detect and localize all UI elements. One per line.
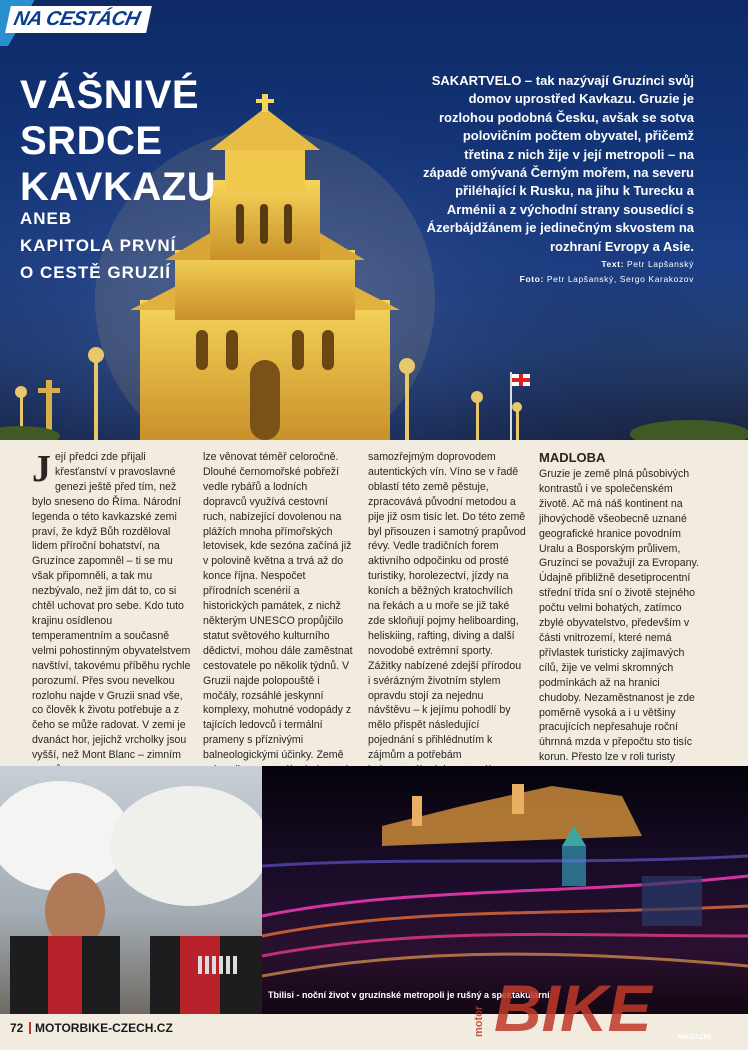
- footer-divider: [29, 1022, 31, 1034]
- text-credit-label: Text:: [601, 259, 625, 269]
- title-line: SRDCE: [20, 119, 163, 163]
- text-credit: [520, 257, 694, 272]
- subtitle-line: KAPITOLA PRVNÍ: [20, 236, 177, 255]
- column-text: Gruzie je země plná působivých kontrastů i ve společenském životě. Ač má náš kontinent na jihovýchodě všeobecně uznané geografické hranice povodním Uralu a Bosporským průlivem, Gruzínci se považují za Evropany. Údajně přibližně desetiprocentní střední třída sní o životě stejného počtu velmi bohatých, zatímco zbylé obyvatelstvo, především v části vnitrozemí, které nemá přívlastek turisticky zajímavých cílů, žije ve velmi skromných podmínkách až na hranici chudoby. Nezaměstnanost je zde poměrně vysoká a i u většiny pracujících nepřesahuje roční úhrnná mzda v přepočtu sto tisíc korun. Přesto lze v roli turisty: [539, 468, 699, 764]
- drop-cap: J: [32, 448, 51, 490]
- article-column-2: lze věnovat téměř celoročně. Dlouhé černomořské pobřeží vedle rybářů a lodních dopravců využívá cestovní ruch, nabízející dovolenou na plážích mnoha přímořských letovisek, kde sezóna začíná již v polovině května a trvá až do konce října. Nespočet přírodních scenérií a historických památek, z nichž některým UNESCO propůjčilo statut světového kulturního dědictví, mohou dále zaměstnat cestovatele po několik týdnů. V Gruzii najde polopouště i močály, rozsáhlé jeskynní komplexy, mohutné vodopády z tajících ledovců i termální prameny s příznivými balneologickými účinky. Země: [203, 451, 353, 762]
- section-label: NA CESTÁCH: [5, 6, 152, 33]
- photo-georgian-hats: [0, 766, 262, 1014]
- article-column-4: [539, 450, 699, 780]
- motorbike-logo: [472, 965, 730, 1045]
- photo-credit-label: Foto:: [519, 274, 544, 284]
- section-heading: MADLOBA: [539, 450, 606, 465]
- site-url: MOTORBIKE-CZECH.CZ: [35, 1021, 173, 1035]
- article-subtitle: [20, 205, 176, 286]
- title-line: KAVKAZU: [20, 165, 217, 209]
- article-column-3: samozřejmým doprovodem autentických vín. Víno se v řadě oblastí této země pěstuje, zpracovává původní metodou a pije již osm tisíc let. Do této země byl přisouzen i samotný prapůvod révy. Vedle tradičních forem aktivního odpočinku od prosté turistiky, horolezectví, jízdy na koních a běžných kratochvílích na řekách a u moře se již také zde skloňují pojmy heliboarding, heliskiing, rafting, diving a další novodobé extrémní sporty. Zážitky nabízené zdejší přírodou i svérázným životním stylem opravdu stojí za nejednu návštěvu – k jejímu pohodlí by mělo přispět následující pojednání s přihlédnutím k zájmům a potřebám: [368, 451, 526, 762]
- hats-illustration: [0, 766, 262, 1014]
- credits: [520, 257, 694, 287]
- article-column-1: [32, 450, 192, 778]
- logo-motor-text: motor: [473, 1005, 485, 1037]
- photo-credit: [520, 272, 694, 287]
- logo-magazin-text: MAGAZÍN: [678, 1034, 711, 1041]
- subtitle-line: O CESTĚ GRUZIÍ: [20, 263, 171, 282]
- intro-paragraph: SAKARTVELO – tak nazývají Gruzínci svůj domov uprostřed Kavkazu. Gruzie je rozlohou podobná Česku, avšak se sotva polovičním počtem obyvatel, přičemž třetina z nich žije v její metropoli – na západě omývaná Černým mořem, na severu přiléhající k Rusku, na jihu k Turecku a Arménii a z východní strany sousedící s Ázerbájdžánem je jedinečným skvostem na rozhraní Evropy a Asie.: [423, 73, 694, 254]
- logo-bike-text: BIKE: [494, 971, 652, 1045]
- text-credit-author: Petr Lapšanský: [627, 259, 694, 269]
- page-number: 72: [10, 1021, 24, 1035]
- article-title: [20, 72, 216, 210]
- title-line: VÁŠNIVÉ: [20, 73, 200, 117]
- column-text: ejí předci zde přijali křesťanství v pravoslavné genezi ještě před tím, než bylo sneseno do Říma. Národní legenda o této kavkazské zemi praví, že když Bůh rozděloval lidem příroční bohatství, na Gruzínce zapomněl – ti se mu však připomněli, a tak mu nezbývalo, než jim dát to, co si chtěl uchovat pro sebe. Kdo tuto krajinu osídlenou temperamentním a současně velmi pohostinným obyvatelstvem navštíví, takovému příběhu rychle porozumí. Přes svou nevelkou rozlohu najde v Gruzii snad vše, co člověk k životu potřebuje a z čeho se může radovat. V zemi je dvanáct hor, jejichž vrcholky jsou vyšší, než Mont Blanc – zimním: [32, 451, 191, 762]
- section-tab: [0, 0, 178, 46]
- photo-caption: Tbilisi - noční život v gruzínské metropoli je rušný a spektakulární: [268, 990, 550, 1000]
- subtitle-line: ANEB: [20, 209, 73, 228]
- photo-credit-authors: Petr Lapšanský, Sergo Karakozov: [546, 274, 694, 284]
